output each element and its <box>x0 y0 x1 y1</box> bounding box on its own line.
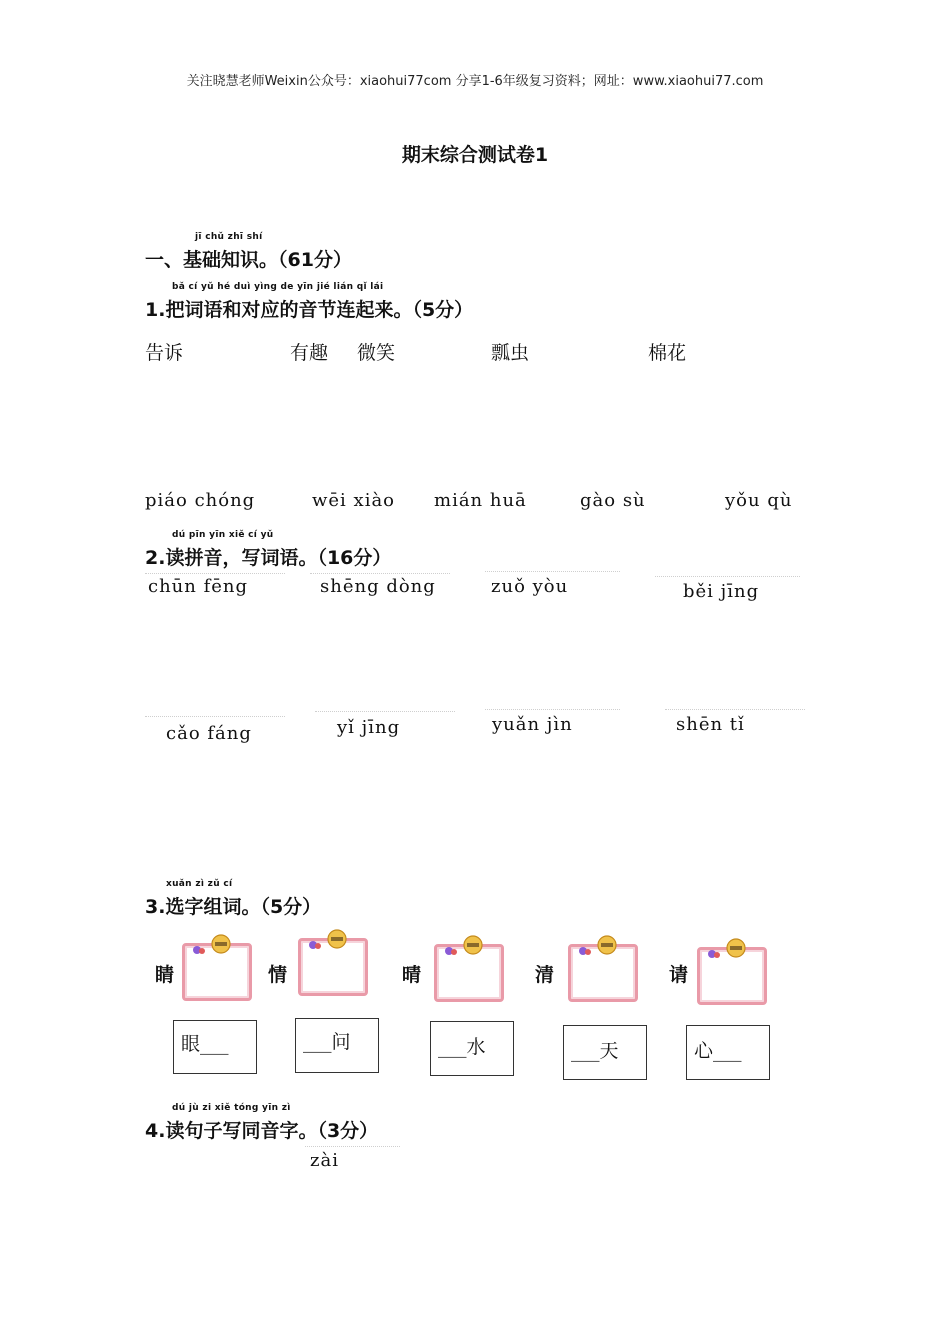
answer-frame[interactable] <box>298 938 368 996</box>
q2-ruby: dú pīn yīn xiě cí yǔ <box>172 530 274 540</box>
q4-heading: 4.读句子写同音字。（3分） <box>145 1120 379 1142</box>
q1-pinyin: yǒu qù <box>725 490 793 511</box>
q2-pinyin: cǎo fáng <box>166 723 252 744</box>
answer-frame[interactable] <box>697 947 767 1005</box>
answer-frame[interactable] <box>434 944 504 1002</box>
q2-pinyin: shēng dòng <box>320 576 436 597</box>
pinyin-guide-line <box>655 576 800 577</box>
pinyin-guide-line <box>145 716 285 717</box>
q2-pinyin: yuǎn jìn <box>492 714 573 735</box>
answer-box[interactable]: ___天 <box>563 1025 647 1080</box>
q1-pinyin: gào sù <box>580 490 646 511</box>
q3-char: 睛 <box>155 964 175 986</box>
q4-ruby: dú jù zi xiě tóng yīn zì <box>172 1103 291 1113</box>
part1-heading: 一、基础知识。（61分） <box>145 249 352 271</box>
q3-char: 晴 <box>402 964 422 986</box>
q4-pinyin: zài <box>310 1150 339 1171</box>
pinyin-guide-line <box>145 573 285 574</box>
pinyin-guide-line <box>665 709 805 710</box>
q1-pinyin: wēi xiào <box>312 490 396 511</box>
q1-word: 告诉 <box>145 342 184 364</box>
q2-pinyin: yǐ jīng <box>337 717 401 738</box>
mascot-icon <box>307 927 347 953</box>
pinyin-guide-line <box>305 1146 400 1147</box>
q2-heading: 2.读拼音，写词语。（16分） <box>145 547 392 569</box>
mascot-icon <box>191 932 231 958</box>
q3-char: 请 <box>669 964 689 986</box>
answer-frame[interactable] <box>568 944 638 1002</box>
pinyin-guide-line <box>485 709 620 710</box>
answer-box[interactable]: ___问 <box>295 1018 379 1073</box>
q1-pinyin: piáo chóng <box>145 490 256 511</box>
q1-word: 瓢虫 <box>491 342 530 364</box>
q1-word: 有趣 <box>290 342 329 364</box>
q1-ruby: bǎ cí yǔ hé duì yìng de yīn jié lián qǐ lái <box>172 282 384 292</box>
mascot-icon <box>706 936 746 962</box>
document-title: 期末综合测试卷1 <box>401 144 549 166</box>
q1-pinyin: mián huā <box>434 490 527 511</box>
q2-pinyin: shēn tǐ <box>676 714 745 735</box>
q3-char: 清 <box>535 964 555 986</box>
q1-word: 棉花 <box>648 342 687 364</box>
pinyin-guide-line <box>310 573 450 574</box>
answer-frame[interactable] <box>182 943 252 1001</box>
q2-pinyin: zuǒ yòu <box>491 576 569 597</box>
answer-box[interactable]: ___水 <box>430 1021 514 1076</box>
q3-char: 情 <box>268 964 288 986</box>
pinyin-guide-line <box>485 571 620 572</box>
q2-pinyin: chūn fēng <box>148 576 249 597</box>
q1-heading: 1.把词语和对应的音节连起来。（5分） <box>145 299 474 321</box>
mascot-icon <box>443 933 483 959</box>
pinyin-guide-line <box>315 711 455 712</box>
answer-box[interactable]: 心___ <box>686 1025 770 1080</box>
q2-pinyin: běi jīng <box>683 581 760 602</box>
q3-heading: 3.选字组词。（5分） <box>145 896 322 918</box>
answer-box[interactable]: 眼___ <box>173 1020 257 1074</box>
q1-word: 微笑 <box>357 342 396 364</box>
part1-ruby: jī chǔ zhī shí <box>195 232 263 242</box>
header-line: 关注晓慧老师Weixin公众号：xiaohui77com 分享1-6年级复习资料；网址：www.xiaohui77.com <box>186 74 764 89</box>
q3-ruby: xuǎn zì zǔ cí <box>166 879 233 889</box>
mascot-icon <box>577 933 617 959</box>
